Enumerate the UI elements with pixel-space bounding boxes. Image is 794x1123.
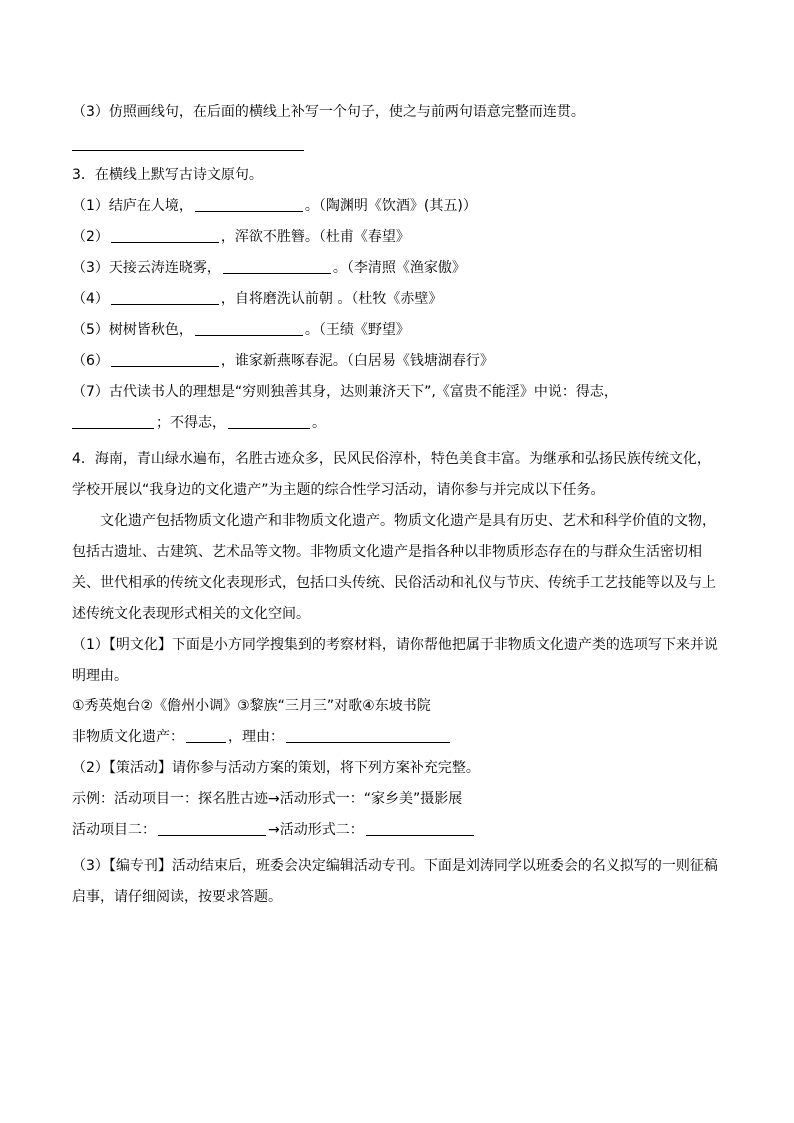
poem-item-5 <box>72 320 410 340</box>
activity-example: 示例：活动项目一：探名胜古迹→活动形式一：“家乡美”摄影展 <box>72 791 463 807</box>
item-prefix: （1）结庐在人境， <box>72 198 193 214</box>
answer-row-heritage <box>72 727 452 747</box>
item2-label: 活动项目二： <box>72 822 156 838</box>
sub-question-2: （2）【策活动】请你参与活动方案的策划，将下列方案补充完整。 <box>72 760 480 776</box>
answer-blank[interactable] <box>195 197 303 212</box>
reason-label: ，理由： <box>228 729 284 745</box>
item-source: ，自将磨洗认前朝 。（杜牧《赤壁》 <box>220 291 443 307</box>
sub-question-3: （3）【编专刊】活动结束后，班委会决定编辑活动专刊。下面是刘涛同学以班委会的名义拟写的一则征稿启事，请仔细阅读，按要求答题。 <box>72 858 718 905</box>
item-source: ，谁家新燕啄春泥。（白居易《钱塘湖春行》 <box>220 353 494 369</box>
heritage-passage: 文化遗产包括物质文化遗产和非物质文化遗产。物质文化遗产是具有历史、艺术和科学价值的文物，包括古遗址、古建筑、艺术品等文物。非物质文化遗产是指各种以非物质形态存在的与群众生活密切相关、世代相承的传统文化表现形式，包括口头传统、民俗活动和礼仪与节庆、传统手工艺技能等以及与上述传统文化表现形式相关的文化空间。 <box>72 513 716 622</box>
form2-label: 活动形式二： <box>279 822 364 838</box>
poem-item-4 <box>72 289 442 309</box>
answer-label: 非物质文化遗产： <box>72 729 184 745</box>
answer-blank[interactable] <box>228 414 310 429</box>
poem-item-1 <box>72 196 477 216</box>
poem-item-7-line1: （7）古代读书人的理想是“穷则独善其身，达则兼济天下”,《富贵不能淫》中说：得志， <box>72 384 618 400</box>
item-prefix: （6） <box>72 353 109 369</box>
answer-blank[interactable] <box>111 228 219 243</box>
item-source: ，浑欲不胜簪。（杜甫《春望》 <box>220 229 410 245</box>
item-prefix: （5）树树皆秋色， <box>72 322 193 338</box>
answer-blank[interactable] <box>366 821 474 836</box>
answer-blank[interactable] <box>111 290 219 305</box>
item-prefix: （3）天接云涛连晓雾， <box>72 260 221 276</box>
poem-item-6 <box>72 351 494 371</box>
answer-blank[interactable] <box>286 728 450 743</box>
answer-blank[interactable] <box>158 821 266 836</box>
answer-blank[interactable] <box>111 352 219 367</box>
arrow-icon: → <box>268 822 280 838</box>
item7-end: 。 <box>312 415 326 431</box>
answer-blank-2-3[interactable] <box>72 150 304 151</box>
item-source: 。（王绩《野望》 <box>304 322 410 338</box>
sub-question-1: （1）【明文化】下面是小方同学搜集到的考察材料，请你帮他把属于非物质文化遗产类的选项写下来并说明理由。 <box>72 637 718 684</box>
answer-blank[interactable] <box>223 259 331 274</box>
answer-blank[interactable] <box>186 728 226 743</box>
item-prefix: （4） <box>72 291 109 307</box>
answer-blank[interactable] <box>195 321 303 336</box>
poem-item-3 <box>72 258 466 278</box>
heritage-options: ①秀英炮台②《儋州小调》③黎族“三月三”对歌④东坡书院 <box>72 698 431 714</box>
activity-row-2 <box>72 820 476 840</box>
item-prefix: （2） <box>72 229 109 245</box>
answer-blank[interactable] <box>72 414 154 429</box>
poem-item-2 <box>72 227 410 247</box>
item-source: 。（陶渊明《饮酒》(其五)） <box>304 198 477 214</box>
question-3-heading: 3．在横线上默写古诗文原句。 <box>72 167 263 183</box>
question-4-intro: 4．海南，青山绿水遍布，名胜古迹众多，民风民俗淳朴，特色美食丰富。为继承和弘扬民族传统文化，学校开展以“我身边的文化遗产”为主题的综合性学习活动，请你参与并完成以下任务。 <box>72 451 711 498</box>
question-2-3: （3）仿照画线句，在后面的横线上补写一个句子，使之与前两句语意完整而连贯。 <box>72 104 585 120</box>
item7-mid: ；不得志， <box>156 415 226 431</box>
item-source: 。（李清照《渔家傲》 <box>332 260 466 276</box>
poem-item-7-line2 <box>72 413 326 433</box>
